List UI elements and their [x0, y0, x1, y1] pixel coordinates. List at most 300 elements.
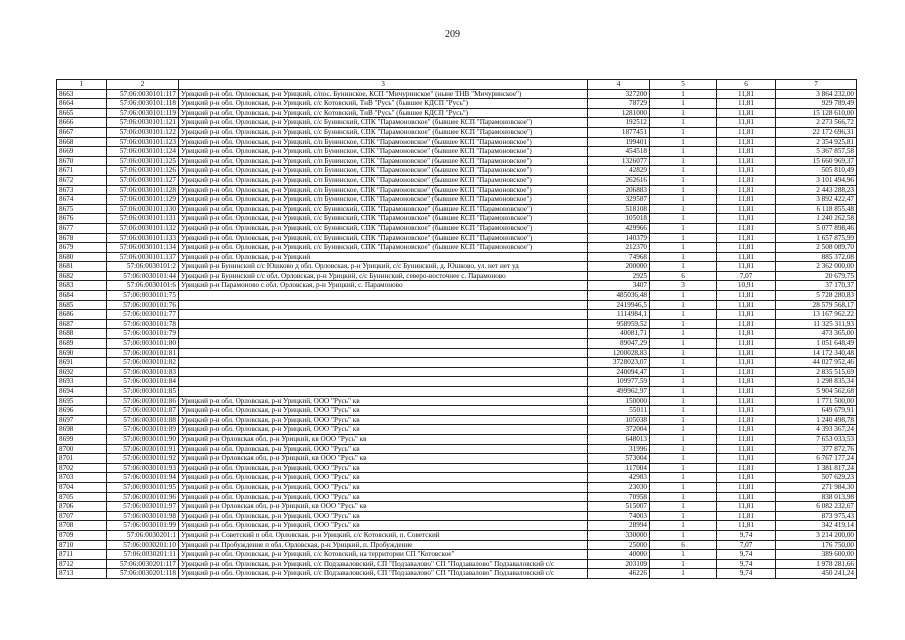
cadastral-number-cell: 57:06:0030101:75	[107, 291, 179, 301]
row-number-cell: 8685	[57, 300, 107, 310]
cadastral-value-cell: 5 904 562,68	[776, 387, 857, 397]
rate-cell: 9,74	[717, 569, 776, 579]
rate-cell: 11,81	[717, 99, 776, 109]
row-number-cell: 8690	[57, 348, 107, 358]
address-cell: Урицкий р-н обл. Орловская, р-н Урицкий, ООО "Русь" кв	[179, 396, 588, 406]
category-cell: 6	[650, 271, 717, 281]
address-cell: Урицкий р-н обл. Орловская, р-н Урицкий, с/с Бунинский, СПК "Парамоновское" (бывшее КСП "Парамоновское")	[179, 223, 588, 233]
rate-cell: 11,81	[717, 300, 776, 310]
row-number-cell: 8710	[57, 540, 107, 550]
cadastral-value-cell: 1 240 262,58	[776, 214, 857, 224]
category-cell: 1	[650, 415, 717, 425]
cadastral-number-cell: 57:06:0030101:119	[107, 108, 179, 118]
address-cell: Урицкий р-н обл. Орловская, р-н Урицкий, с/п Бунинское, СПК "Парамоновское" (бывшее КСП "Парамоновское")	[179, 195, 588, 205]
category-cell: 1	[650, 367, 717, 377]
row-number-cell: 8669	[57, 147, 107, 157]
rate-cell: 11,81	[717, 137, 776, 147]
cadastral-number-cell: 57:06:0030101:85	[107, 387, 179, 397]
category-cell: 1	[650, 530, 717, 540]
table-row	[57, 310, 857, 320]
category-cell: 1	[650, 502, 717, 512]
cadastral-number-cell: 57:06:0030101:132	[107, 223, 179, 233]
row-number-cell: 8705	[57, 492, 107, 502]
cadastral-value-cell: 2 354 925,81	[776, 137, 857, 147]
area-cell: 55011	[588, 406, 650, 416]
rate-cell: 11,81	[717, 511, 776, 521]
category-cell: 1	[650, 233, 717, 243]
cadastral-number-cell: 57:06:0030201:1	[107, 530, 179, 540]
rate-cell: 11,81	[717, 127, 776, 137]
cadastral-number-cell: 57:06:0030101:76	[107, 300, 179, 310]
address-cell: Урицкий р-н обл. Орловская, р-н Урицкий, с/с Подзаваловский, СП "Подзавалово" СП "Подзавалово" Подзаваловский с/с	[179, 569, 588, 579]
category-cell: 1	[650, 214, 717, 224]
address-cell: Урицкий р-н обл. Орловская, р-н Урицкий, с/п Бунинское, СПК "Парамоновское" (бывшее КСП "Парамоновское")	[179, 147, 588, 157]
category-cell: 1	[650, 204, 717, 214]
area-cell: 89047,29	[588, 339, 650, 349]
row-number-cell: 8708	[57, 521, 107, 531]
address-cell: Урицкий р-н обл. Орловская, р-н Урицкий, ООО "Русь" кв	[179, 463, 588, 473]
table-row	[57, 156, 857, 166]
area-cell: 2925	[588, 271, 650, 281]
area-cell: 499962,97	[588, 387, 650, 397]
area-cell: 74003	[588, 511, 650, 521]
cadastral-number-cell: 57:06:0030101:97	[107, 502, 179, 512]
row-number-cell: 8691	[57, 358, 107, 368]
row-number-cell: 8695	[57, 396, 107, 406]
address-cell: Урицкий р-н обл. Орловская, р-н Урицкий, с/п Бунинское, СПК "Парамоновское" (бывшее КСП "Парамоновское")	[179, 166, 588, 176]
row-number-cell: 8694	[57, 387, 107, 397]
category-cell: 1	[650, 319, 717, 329]
address-cell: Урицкий р-н обл. Орловская, р-н Урицкий, с/с Бунинский, СПК "Парамоновское" (бывшее КСП "Парамоновское")	[179, 118, 588, 128]
area-cell: 212370	[588, 243, 650, 253]
rate-cell: 11,81	[717, 195, 776, 205]
table-row	[57, 540, 857, 550]
category-cell: 1	[650, 89, 717, 99]
cadastral-number-cell: 57:06:0030101:44	[107, 271, 179, 281]
address-cell: Урицкий р-н обл. Орловская, р-н Урицкий, ООО "Русь" кв	[179, 444, 588, 454]
area-cell: 206883	[588, 185, 650, 195]
address-cell: Урицкий р-н Орловская обл, р-н Урицкий, кв ООО "Русь" кв	[179, 434, 588, 444]
table-row	[57, 252, 857, 262]
cadastral-value-cell: 6 767 177,24	[776, 454, 857, 464]
row-number-cell: 8684	[57, 291, 107, 301]
cadastral-number-cell: 57:06:0030101:99	[107, 521, 179, 531]
cadastral-value-cell: 1 240 498,78	[776, 415, 857, 425]
category-cell: 1	[650, 243, 717, 253]
cadastral-value-cell: 885 372,08	[776, 252, 857, 262]
area-cell: 454518	[588, 147, 650, 157]
cadastral-value-cell: 2 362 000,00	[776, 262, 857, 272]
area-cell: 327200	[588, 89, 650, 99]
address-cell: Урицкий р-н обл. Орловская, р-н Урицкий, ООО "Русь" кв	[179, 415, 588, 425]
cadastral-number-cell: 57:06:0030101:92	[107, 454, 179, 464]
rate-cell: 11,81	[717, 329, 776, 339]
area-cell: 109977,59	[588, 377, 650, 387]
table-row	[57, 319, 857, 329]
cadastral-number-cell: 57:06:0030101:84	[107, 377, 179, 387]
cadastral-value-cell: 4 393 367,24	[776, 425, 857, 435]
area-cell: 42829	[588, 166, 650, 176]
category-cell: 1	[650, 329, 717, 339]
row-number-cell: 8688	[57, 329, 107, 339]
category-cell: 1	[650, 482, 717, 492]
cadastral-number-cell: 57:06:0030101:134	[107, 243, 179, 253]
cadastral-number-cell: 57:06:0030101:83	[107, 367, 179, 377]
cadastral-number-cell: 57:06:0030101:129	[107, 195, 179, 205]
category-cell: 1	[650, 310, 717, 320]
header-col-7: 7	[776, 80, 857, 90]
area-cell: 200000	[588, 262, 650, 272]
cadastral-number-cell: 57:06:0030101:93	[107, 463, 179, 473]
rate-cell: 11,81	[717, 310, 776, 320]
area-cell: 573004	[588, 454, 650, 464]
row-number-cell: 8693	[57, 377, 107, 387]
address-cell	[179, 300, 588, 310]
area-cell: 150000	[588, 396, 650, 406]
row-number-cell: 8712	[57, 559, 107, 569]
rate-cell: 11,81	[717, 396, 776, 406]
category-cell: 1	[650, 185, 717, 195]
cadastral-number-cell: 57:06:0030101:6	[107, 281, 179, 291]
area-cell: 3407	[588, 281, 650, 291]
area-cell: 329587	[588, 195, 650, 205]
address-cell: Урицкий р-н Бунинский с/с Юшково д обл. Орловская, р-н Урицкий, с/с Бунинский, д. Юшково, ул. нет нет уд	[179, 262, 588, 272]
category-cell: 1	[650, 425, 717, 435]
address-cell: Урицкий р-н обл. Орловская, р-н Урицкий, с/с Бунинский, СПК "Парамоновское" (бывшее КСП "Парамоновское")	[179, 204, 588, 214]
address-cell: Урицкий р-н Советский п обл. Орловская, р-н Урицкий, с/с Котовский, п. Советский	[179, 530, 588, 540]
address-cell: Урицкий р-н Пробуждение п обл. Орловская, р-н Урицкий, п. Пробуждение	[179, 540, 588, 550]
table-row	[57, 147, 857, 157]
table-row	[57, 348, 857, 358]
area-cell: 74968	[588, 252, 650, 262]
cadastral-value-cell: 649 679,91	[776, 406, 857, 416]
rate-cell: 11,81	[717, 243, 776, 253]
cadastral-value-cell: 11 325 311,93	[776, 319, 857, 329]
category-cell: 1	[650, 521, 717, 531]
cadastral-value-cell: 6 118 855,48	[776, 204, 857, 214]
category-cell: 1	[650, 252, 717, 262]
rate-cell: 11,81	[717, 348, 776, 358]
row-number-cell: 8673	[57, 185, 107, 195]
area-cell: 2419946,5	[588, 300, 650, 310]
table-row	[57, 473, 857, 483]
cadastral-value-cell: 1 657 875,99	[776, 233, 857, 243]
table-row	[57, 530, 857, 540]
header-col-2: 2	[107, 80, 179, 90]
address-cell: Урицкий р-н обл. Орловская, р-н Урицкий, с/с Котовский, ТнВ "Русь" (бывшее КДСП "Русь")	[179, 99, 588, 109]
land-cadastre-table	[56, 79, 857, 579]
area-cell: 485036,48	[588, 291, 650, 301]
rate-cell: 9,74	[717, 530, 776, 540]
table-row	[57, 550, 857, 560]
area-cell: 240094,47	[588, 367, 650, 377]
cadastral-number-cell: 57:06:0030201:10	[107, 540, 179, 550]
cadastral-value-cell: 5 728 280,83	[776, 291, 857, 301]
cadastral-number-cell: 57:06:0030201:118	[107, 569, 179, 579]
table-row	[57, 454, 857, 464]
address-cell	[179, 377, 588, 387]
category-cell: 1	[650, 569, 717, 579]
area-cell: 192512	[588, 118, 650, 128]
cadastral-value-cell: 22 172 696,31	[776, 127, 857, 137]
row-number-cell: 8665	[57, 108, 107, 118]
row-number-cell: 8702	[57, 463, 107, 473]
cadastral-number-cell: 57:06:0030101:128	[107, 185, 179, 195]
cadastral-number-cell: 57:06:0030101:2	[107, 262, 179, 272]
address-cell	[179, 319, 588, 329]
cadastral-number-cell: 57:06:0030101:77	[107, 310, 179, 320]
row-number-cell: 8692	[57, 367, 107, 377]
table-row	[57, 425, 857, 435]
rate-cell: 11,81	[717, 521, 776, 531]
area-cell: 3728023,07	[588, 358, 650, 368]
address-cell: Урицкий р-н обл. Орловская, р-н Урицкий, с/п Бунинское, СПК "Парамоновское" (бывшее КСП "Парамоновское")	[179, 156, 588, 166]
table-row	[57, 137, 857, 147]
cadastral-number-cell: 57:06:0030101:130	[107, 204, 179, 214]
category-cell: 1	[650, 127, 717, 137]
address-cell: Урицкий р-н обл. Орловская, р-н Урицкий, с/с Подзаваловский, СП "Подзавалово" СП "Подзавалово" Подзаваловский с/с	[179, 559, 588, 569]
rate-cell: 11,81	[717, 166, 776, 176]
area-cell: 1877451	[588, 127, 650, 137]
row-number-cell: 8704	[57, 482, 107, 492]
table-row	[57, 329, 857, 339]
rate-cell: 11,81	[717, 502, 776, 512]
category-cell: 3	[650, 281, 717, 291]
cadastral-value-cell: 13 167 962,22	[776, 310, 857, 320]
table-row	[57, 108, 857, 118]
cadastral-value-cell: 929 789,49	[776, 99, 857, 109]
table-row	[57, 271, 857, 281]
cadastral-value-cell: 838 013,98	[776, 492, 857, 502]
cadastral-number-cell: 57:06:0030101:91	[107, 444, 179, 454]
rate-cell: 11,81	[717, 473, 776, 483]
cadastral-value-cell: 507 629,23	[776, 473, 857, 483]
category-cell: 1	[650, 118, 717, 128]
cadastral-number-cell: 57:06:0030101:80	[107, 339, 179, 349]
category-cell: 1	[650, 492, 717, 502]
table-row	[57, 511, 857, 521]
row-number-cell: 8664	[57, 99, 107, 109]
row-number-cell: 8689	[57, 339, 107, 349]
address-cell	[179, 339, 588, 349]
cadastral-number-cell: 57:06:0030101:133	[107, 233, 179, 243]
cadastral-value-cell: 14 172 340,48	[776, 348, 857, 358]
category-cell: 1	[650, 156, 717, 166]
header-row	[57, 80, 857, 90]
row-number-cell: 8678	[57, 233, 107, 243]
rate-cell: 9,74	[717, 550, 776, 560]
rate-cell: 11,81	[717, 252, 776, 262]
cadastral-value-cell: 28 579 568,17	[776, 300, 857, 310]
rate-cell: 11,81	[717, 339, 776, 349]
rate-cell: 11,81	[717, 118, 776, 128]
cadastral-number-cell: 57:06:0030101:117	[107, 89, 179, 99]
category-cell: 1	[650, 550, 717, 560]
rate-cell: 11,81	[717, 185, 776, 195]
category-cell: 1	[650, 291, 717, 301]
address-cell: Урицкий р-н обл. Орловская, р-н Урицкий, ООО "Русь" кв	[179, 425, 588, 435]
address-cell	[179, 291, 588, 301]
category-cell: 1	[650, 511, 717, 521]
area-cell: 330000	[588, 530, 650, 540]
row-number-cell: 8677	[57, 223, 107, 233]
category-cell: 1	[650, 262, 717, 272]
area-cell: 262616	[588, 175, 650, 185]
cadastral-number-cell: 57:06:0030101:137	[107, 252, 179, 262]
table-row	[57, 233, 857, 243]
cadastral-number-cell: 57:06:0030101:118	[107, 99, 179, 109]
rate-cell: 11,81	[717, 387, 776, 397]
address-cell	[179, 310, 588, 320]
category-cell: 1	[650, 137, 717, 147]
area-cell: 203109	[588, 559, 650, 569]
table-row	[57, 281, 857, 291]
cadastral-number-cell: 57:06:0030101:87	[107, 406, 179, 416]
category-cell: 1	[650, 377, 717, 387]
table-row	[57, 492, 857, 502]
category-cell: 1	[650, 195, 717, 205]
row-number-cell: 8668	[57, 137, 107, 147]
address-cell: Урицкий р-н Орловская обл, р-н Урицкий, кв ООО "Русь" кв	[179, 502, 588, 512]
row-number-cell: 8713	[57, 569, 107, 579]
address-cell: Урицкий р-н Бунинский с/с обл. Орловская, р-н Урицкий, с/с Бунинский, северо-восточнее с. Парамоново	[179, 271, 588, 281]
rate-cell: 11,81	[717, 291, 776, 301]
cadastral-number-cell: 57:06:0030101:98	[107, 511, 179, 521]
address-cell	[179, 348, 588, 358]
cadastral-number-cell: 57:06:0030101:121	[107, 118, 179, 128]
cadastral-number-cell: 57:06:0030101:124	[107, 147, 179, 157]
table-row	[57, 127, 857, 137]
category-cell: 1	[650, 454, 717, 464]
area-cell: 515007	[588, 502, 650, 512]
row-number-cell: 8670	[57, 156, 107, 166]
address-cell	[179, 367, 588, 377]
rate-cell: 11,81	[717, 425, 776, 435]
address-cell: Урицкий р-н Парамоново с обл. Орловская, р-н Урицкий, с. Парамоново	[179, 281, 588, 291]
cadastral-value-cell: 20 679,75	[776, 271, 857, 281]
cadastral-value-cell: 3 101 494,96	[776, 175, 857, 185]
cadastral-value-cell: 2 273 566,72	[776, 118, 857, 128]
table-body	[57, 89, 857, 578]
address-cell: Урицкий р-н обл. Орловская, р-н Урицкий, с/с Котовский, ТнВ "Русь" (бывшее КДСП "Русь")	[179, 108, 588, 118]
cadastral-number-cell: 57:06:0030101:127	[107, 175, 179, 185]
row-number-cell: 8697	[57, 415, 107, 425]
row-number-cell: 8676	[57, 214, 107, 224]
area-cell: 199401	[588, 137, 650, 147]
table-row	[57, 559, 857, 569]
table-row	[57, 358, 857, 368]
row-number-cell: 8686	[57, 310, 107, 320]
row-number-cell: 8701	[57, 454, 107, 464]
area-cell: 40000	[588, 550, 650, 560]
address-cell: Урицкий р-н обл. Орловская, р-н Урицкий, с/п Бунинское, СПК "Парамоновское" (бывшее КСП "Парамоновское")	[179, 175, 588, 185]
rate-cell: 7,07	[717, 540, 776, 550]
area-cell: 46226	[588, 569, 650, 579]
cadastral-number-cell: 57:06:0030101:81	[107, 348, 179, 358]
row-number-cell: 8683	[57, 281, 107, 291]
table-row	[57, 262, 857, 272]
area-cell: 23030	[588, 482, 650, 492]
rate-cell: 9,74	[717, 559, 776, 569]
cadastral-value-cell: 1 298 835,34	[776, 377, 857, 387]
category-cell: 6	[650, 540, 717, 550]
table-row	[57, 396, 857, 406]
rate-cell: 11,81	[717, 204, 776, 214]
area-cell: 25000	[588, 540, 650, 550]
row-number-cell: 8679	[57, 243, 107, 253]
cadastral-number-cell: 57:06:0030101:125	[107, 156, 179, 166]
row-number-cell: 8703	[57, 473, 107, 483]
category-cell: 1	[650, 166, 717, 176]
table-row	[57, 118, 857, 128]
address-cell: Урицкий р-н обл. Орловская, р-н Урицкий, ООО "Русь" кв	[179, 482, 588, 492]
area-cell: 78729	[588, 99, 650, 109]
category-cell: 1	[650, 348, 717, 358]
rate-cell: 11,81	[717, 444, 776, 454]
category-cell: 1	[650, 434, 717, 444]
header-col-6: 6	[717, 80, 776, 90]
cadastral-number-cell: 57:06:0030101:88	[107, 415, 179, 425]
address-cell: Урицкий р-н обл. Орловская, р-н Урицкий, с/пос. Бунинское, КСП "Мичуринское" (ныне ТНВ "Мичуринское")	[179, 89, 588, 99]
category-cell: 1	[650, 463, 717, 473]
category-cell: 1	[650, 99, 717, 109]
cadastral-value-cell: 6 082 232,67	[776, 502, 857, 512]
address-cell: Урицкий р-н обл. Орловская, р-н Урицкий, с/с Котовский, на территории СП "Котовское"	[179, 550, 588, 560]
table-row	[57, 300, 857, 310]
category-cell: 1	[650, 175, 717, 185]
row-number-cell: 8682	[57, 271, 107, 281]
header-col-1: 1	[57, 80, 107, 90]
table-row	[57, 89, 857, 99]
row-number-cell: 8681	[57, 262, 107, 272]
cadastral-value-cell: 377 872,76	[776, 444, 857, 454]
table-row	[57, 166, 857, 176]
table-row	[57, 223, 857, 233]
table-row	[57, 463, 857, 473]
category-cell: 1	[650, 396, 717, 406]
row-number-cell: 8667	[57, 127, 107, 137]
category-cell: 1	[650, 406, 717, 416]
cadastral-value-cell: 271 984,30	[776, 482, 857, 492]
cadastral-number-cell: 57:06:0030101:86	[107, 396, 179, 406]
row-number-cell: 8671	[57, 166, 107, 176]
address-cell: Урицкий р-н обл. Орловская, р-н Урицкий, с/с Бунинский, СПК "Парамоновское" (бывшее КСП "Парамоновское")	[179, 214, 588, 224]
category-cell: 1	[650, 147, 717, 157]
rate-cell: 11,81	[717, 175, 776, 185]
rate-cell: 11,81	[717, 482, 776, 492]
address-cell: Урицкий р-н обл. Орловская, р-н Урицкий, с/с Бунинский, СПК "Парамоновское" (бывшее КСП "Парамоновское")	[179, 127, 588, 137]
address-cell: Урицкий р-н обл. Орловская, р-н Урицкий, ООО "Русь" кв	[179, 511, 588, 521]
address-cell: Урицкий р-н обл. Орловская, р-н Урицкий, ООО "Русь" кв	[179, 521, 588, 531]
cadastral-number-cell: 57:06:0030101:94	[107, 473, 179, 483]
row-number-cell: 8700	[57, 444, 107, 454]
row-number-cell: 8707	[57, 511, 107, 521]
cadastral-value-cell: 3 214 200,00	[776, 530, 857, 540]
cadastral-number-cell: 57:06:0030101:126	[107, 166, 179, 176]
area-cell: 40081,71	[588, 329, 650, 339]
table-row	[57, 367, 857, 377]
cadastral-number-cell: 57:06:0030101:89	[107, 425, 179, 435]
area-cell: 958959,52	[588, 319, 650, 329]
row-number-cell: 8687	[57, 319, 107, 329]
row-number-cell: 8706	[57, 502, 107, 512]
row-number-cell: 8663	[57, 89, 107, 99]
cadastral-value-cell: 15 660 969,37	[776, 156, 857, 166]
cadastral-value-cell: 176 750,00	[776, 540, 857, 550]
cadastral-value-cell: 1 771 500,00	[776, 396, 857, 406]
category-cell: 1	[650, 473, 717, 483]
cadastral-number-cell: 57:06:0030201:11	[107, 550, 179, 560]
